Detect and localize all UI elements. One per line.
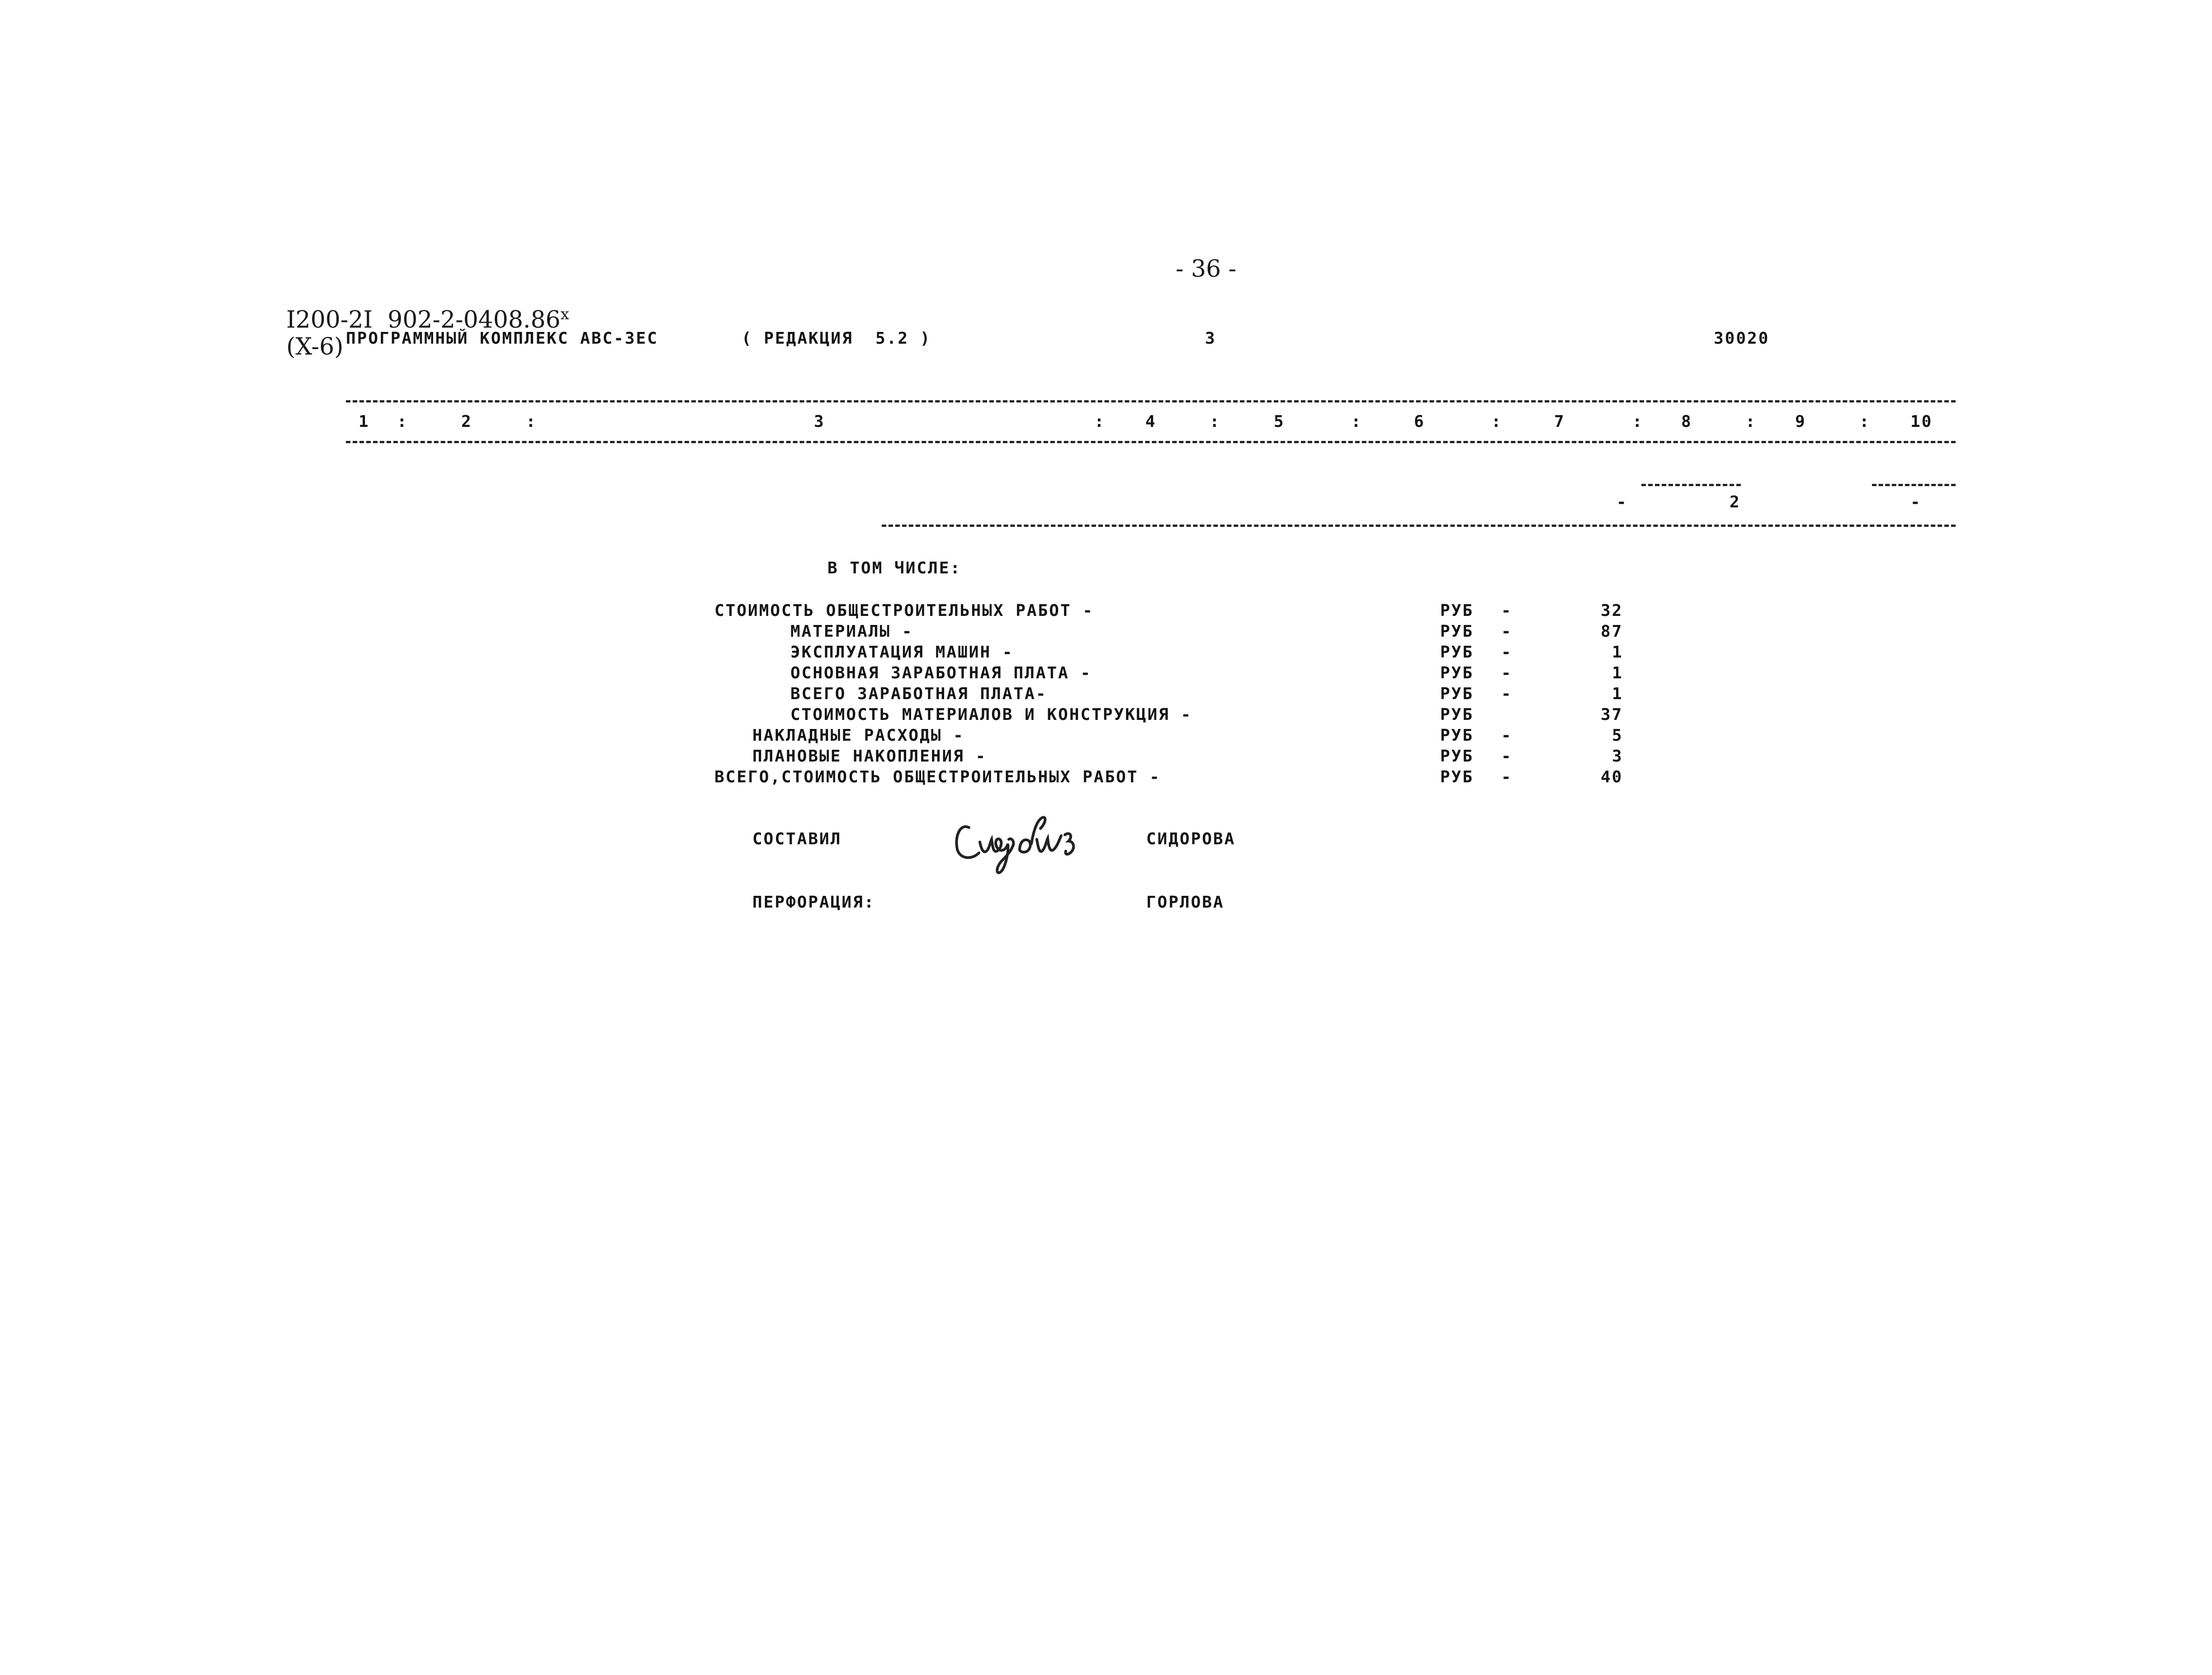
cost-line-unit: РУБ [1440, 685, 1474, 703]
cost-line-value: 1 [1612, 664, 1623, 682]
cost-line-unit: РУБ [1440, 643, 1474, 662]
cost-line-value: 40 [1601, 768, 1623, 786]
cost-line-dash: - [1501, 664, 1512, 682]
cost-line-label: СТОИМОСТЬ МАТЕРИАЛОВ И КОНСТРУКЦИЯ - [790, 705, 1192, 724]
in-total-label: В ТОМ ЧИСЛЕ: [827, 559, 962, 577]
document-code-superscript: x [560, 305, 569, 323]
cost-line-dash: - [1501, 726, 1512, 745]
column-number: 10 [1910, 412, 1933, 431]
subtotal-value: 2 [1730, 493, 1741, 511]
column-number: 3 [814, 412, 825, 431]
compiled-by-label: СОСТАВИЛ [752, 830, 842, 848]
document-variant: (X-6) [286, 333, 344, 361]
cost-line-dash: - [1501, 601, 1512, 620]
cost-line-label: ВСЕГО ЗАРАБОТНАЯ ПЛАТА- [790, 685, 1047, 703]
column-number: 8 [1681, 412, 1692, 431]
page-number: - 36 - [1176, 256, 1237, 283]
subtotal-dash-right: - [1910, 493, 1922, 511]
cost-line-unit: РУБ [1440, 622, 1474, 641]
cost-line-value: 37 [1601, 705, 1623, 724]
sheet-number: 3 [1205, 329, 1216, 348]
cost-line-value: 3 [1612, 747, 1623, 766]
column-number: 2 [461, 412, 473, 431]
divider-top [346, 400, 1956, 402]
subtotal-overline-right [1872, 484, 1956, 486]
column-separator: : [1491, 412, 1503, 431]
column-separator: : [1351, 412, 1362, 431]
column-number: 4 [1145, 412, 1157, 431]
column-separator: : [1745, 412, 1757, 431]
subtotal-dash-left: - [1616, 493, 1628, 511]
punch-label: ПЕРФОРАЦИЯ: [752, 893, 875, 912]
cost-line-value: 1 [1612, 685, 1623, 703]
cost-line-dash: - [1501, 685, 1512, 703]
compiled-by-name: СИДОРОВА [1146, 830, 1236, 848]
column-number: 7 [1554, 412, 1565, 431]
handwritten-signature [952, 809, 1083, 877]
document-code [271, 278, 569, 360]
cost-line-value: 87 [1601, 622, 1623, 641]
cost-line-unit: РУБ [1440, 664, 1474, 682]
column-number: 1 [359, 412, 370, 431]
cost-line-unit: РУБ [1440, 705, 1474, 724]
cost-line-label: ОСНОВНАЯ ЗАРАБОТНАЯ ПЛАТА - [790, 664, 1092, 682]
column-number: 6 [1414, 412, 1425, 431]
column-separator: : [1094, 412, 1106, 431]
column-number: 5 [1274, 412, 1285, 431]
cost-line-value: 5 [1612, 726, 1623, 745]
punch-name: ГОРЛОВА [1146, 893, 1224, 912]
cost-line-dash: - [1501, 768, 1512, 786]
column-separator: : [1632, 412, 1644, 431]
column-separator: : [526, 412, 537, 431]
document-code-main: I200-2I 902-2-0408.86 [286, 306, 561, 334]
column-separator: : [1210, 412, 1221, 431]
cost-line-label: ВСЕГО,СТОИМОСТЬ ОБЩЕСТРОИТЕЛЬНЫХ РАБОТ - [714, 768, 1161, 786]
cost-line-dash: - [1501, 622, 1512, 641]
column-number: 9 [1795, 412, 1806, 431]
cost-line-unit: РУБ [1440, 601, 1474, 620]
cost-line-value: 1 [1612, 643, 1623, 662]
subtotal-underline [882, 525, 1956, 527]
program-line: ПРОГРАММНЫЙ КОМПЛЕКС АВС-3ЕС [346, 329, 658, 348]
column-separator: : [397, 412, 408, 431]
document-code-number: 30020 [1714, 329, 1770, 348]
cost-line-unit: РУБ [1440, 768, 1474, 786]
cost-line-dash: - [1501, 643, 1512, 662]
cost-line-unit: РУБ [1440, 726, 1474, 745]
cost-line-label: ЭКСПЛУАТАЦИЯ МАШИН - [790, 643, 1014, 662]
cost-line-label: ПЛАНОВЫЕ НАКОПЛЕНИЯ - [752, 747, 987, 766]
cost-line-dash: - [1501, 747, 1512, 766]
cost-line-label: НАКЛАДНЫЕ РАСХОДЫ - [752, 726, 964, 745]
divider-bottom [346, 441, 1956, 443]
edition: ( РЕДАКЦИЯ 5.2 ) [742, 329, 931, 348]
cost-line-label: МАТЕРИАЛЫ - [790, 622, 913, 641]
cost-line-value: 32 [1601, 601, 1623, 620]
column-separator: : [1859, 412, 1871, 431]
subtotal-overline-mid [1641, 484, 1741, 486]
cost-line-label: СТОИМОСТЬ ОБЩЕСТРОИТЕЛЬНЫХ РАБОТ - [714, 601, 1094, 620]
cost-line-unit: РУБ [1440, 747, 1474, 766]
